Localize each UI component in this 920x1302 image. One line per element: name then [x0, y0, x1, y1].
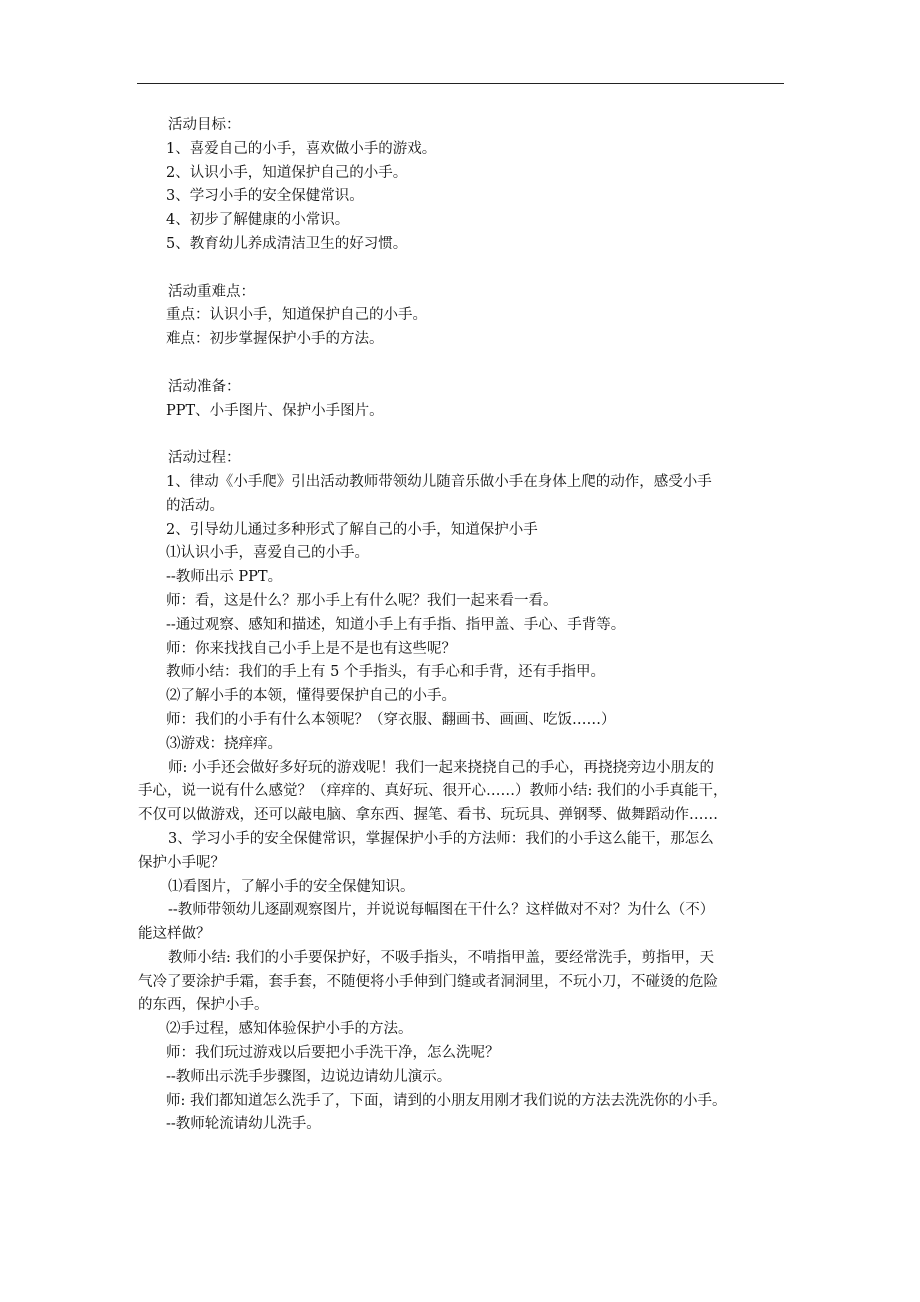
process-line: 的活动。: [166, 497, 224, 514]
process-line: --教师出示洗手步骤图，边说边请幼儿演示。: [166, 1068, 452, 1085]
process-line: 保护小手呢？: [138, 854, 225, 871]
preparation-heading: 活动准备：: [168, 378, 241, 395]
goal-item: 4、初步了解健康的小常识。: [166, 212, 350, 229]
process-line: 1、律动《小手爬》引出活动教师带领幼儿随音乐做小手在身体上爬的动作，感受小手: [166, 473, 712, 490]
process-line: 师：我们玩过游戏以后要把小手洗干净，怎么洗呢？: [166, 1045, 500, 1062]
goal-item: 2、认识小手，知道保护自己的小手。: [166, 164, 408, 181]
process-heading: 活动过程：: [168, 450, 241, 467]
process-line: --通过观察、感知和描述，知道小手上有手指、指甲盖、手心、手背等。: [166, 616, 626, 633]
process-line: 2、引导幼儿通过多种形式了解自己的小手，知道保护小手: [166, 521, 538, 538]
process-line: --教师带领幼儿逐副观察图片，并说说每幅图在干什么？这样做对不对？为什么（不）: [168, 902, 715, 919]
key-point-item: 难点：初步掌握保护小手的方法。: [166, 331, 384, 348]
goal-item: 3、学习小手的安全保健常识。: [166, 188, 364, 205]
process-line: ⑶游戏：挠痒痒。: [166, 735, 282, 752]
section-gap: [168, 423, 788, 447]
process-line: --教师出示 PPT。: [166, 569, 283, 586]
process-line: 3、学习小手的安全保健常识，掌握保护小手的方法师：我们的小手这么能干，那怎么: [168, 830, 714, 847]
preparation-item: PPT、小手图片、保护小手图片。: [166, 402, 384, 419]
process-line: 气冷了要涂护手霜，套手套，不随便将小手伸到门缝或者洞洞里，不玩小刀，不碰烫的危险: [138, 973, 718, 990]
process-line: 师: 小手还会做好多好玩的游戏呢！我们一起来挠挠自己的手心，再挠挠旁边小朋友的: [168, 759, 714, 776]
goal-item: 1、喜爱自己的小手，喜欢做小手的游戏。: [166, 140, 437, 157]
process-line: 能这样做？: [138, 926, 211, 943]
process-line: 的东西，保护小手。: [138, 997, 269, 1014]
process-line: 教师小结: 我们的小手要保护好，不吸手指头，不啃指甲盖，要经常洗手，剪指甲，天: [168, 949, 714, 966]
section-gap: [168, 352, 788, 376]
process-line: 不仅可以做游戏，还可以敲电脑、拿东西、握笔、看书、玩玩具、弹钢琴、做舞蹈动作……: [138, 807, 718, 824]
process-line: ⑴看图片，了解小手的安全保健知识。: [168, 878, 415, 895]
process-line: 师：我们的小手有什么本领呢？（穿衣服、翻画书、画画、吃饭……）: [166, 711, 616, 728]
section-gap: [168, 257, 788, 281]
goal-item: 5、教育幼儿养成清洁卫生的好习惯。: [166, 235, 408, 252]
goals-heading: 活动目标：: [168, 117, 241, 133]
process-line: 教师小结：我们的手上有 5 个手指头，有手心和手背，还有手指甲。: [166, 664, 605, 681]
process-line: 师：看，这是什么？那小手上有什么呢？我们一起来看一看。: [166, 592, 558, 609]
document-body: [138, 114, 788, 1137]
key-point-item: 重点：认识小手，知道保护自己的小手。: [166, 307, 427, 324]
process-line: ⑵手过程，感知体验保护小手的方法。: [166, 1021, 413, 1038]
process-line: ⑵了解小手的本领，懂得要保护自己的小手。: [166, 688, 456, 705]
process-line: ⑴认识小手，喜爱自己的小手。: [166, 545, 369, 562]
key-points-heading: 活动重难点：: [168, 283, 255, 300]
header-rule: [137, 83, 784, 84]
process-line: 师：你来找找自己小手上是不是也有这些呢？: [166, 640, 456, 657]
process-line: 师: 我们都知道怎么洗手了，下面，请到的小朋友用刚才我们说的方法去洗洗你的小手。: [166, 1092, 727, 1109]
process-line: --教师轮流请幼儿洗手。: [166, 1116, 321, 1133]
process-line: 手心，说一说有什么感觉？（痒痒的、真好玩、很开心……）教师小结: 我们的小手真能干，: [138, 783, 728, 800]
